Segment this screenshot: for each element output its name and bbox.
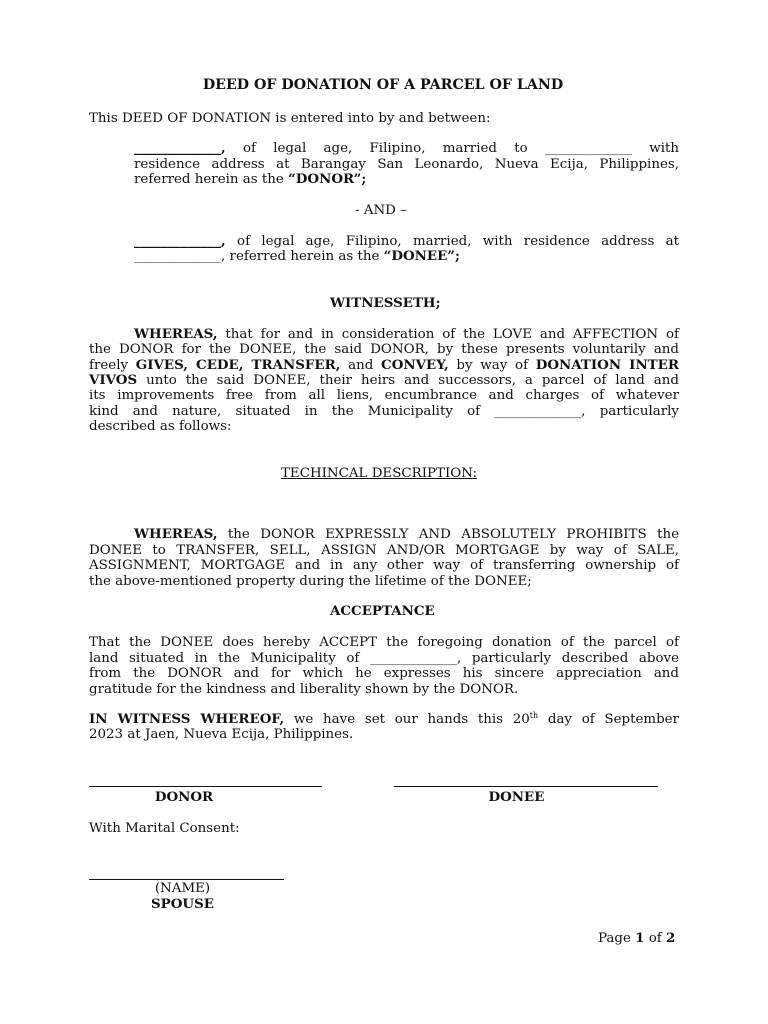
donor-spouse-blank: _____________ [544,141,632,156]
donor-line-1: _____________, of legal age, Filipino, married to _____________ with [134,140,679,156]
whereas2-line-3: ASSIGNMENT, MORTGAGE and in any other way of transferring ownership of [89,558,679,573]
donor-line-2: residence address at Barangay San Leonardo, Nueva Ecija, Philippines, [134,157,679,172]
witness-line-2: 2023 at Jaen, Nueva Ecija, Philippines. [89,727,354,742]
donee-signature-label: DONEE [488,789,545,805]
donor-line-3: referred herein as the “DONOR”; [134,171,367,187]
page-number: Page 1 of 2 [598,930,676,946]
donee-name-blank: _____________, [134,233,226,249]
donor-signature-line [89,786,322,787]
donor-name-blank: _____________, [134,140,226,156]
whereas2-line-1: WHEREAS, the DONOR EXPRESSLY AND ABSOLUTELY PROHIBITS the [134,526,679,542]
spouse-name-label: (NAME) [154,881,211,896]
acceptance-municipality-blank: _____________ [369,651,457,666]
acceptance-line-3: from the DONOR and for which he expresses his sincere appreciation and [89,666,679,681]
spouse-signature-line [89,879,284,880]
whereas1-line-1: WHEREAS, that for and in consideration of the LOVE and AFFECTION of [134,326,679,342]
acceptance-line-2: land situated in the Municipality of _____________, particularly described above [89,651,680,666]
whereas1-line-6: kind and nature, situated in the Municipality of _____________, particularly [89,404,679,419]
acceptance-line-1: That the DONEE does hereby ACCEPT the foregoing donation of the parcel of [89,635,679,650]
donee-designation: “DONEE”; [383,248,460,264]
acceptance-heading: ACCEPTANCE [330,603,435,619]
whereas2-line-4: the above-mentioned property during the lifetime of the DONEE; [89,574,532,589]
witness-line-1: IN WITNESS WHEREOF, we have set our hands this 20th day of September [89,711,680,727]
witnesseth-heading: WITNESSETH; [330,295,441,311]
donee-address-blank: _____________ [134,249,222,264]
donee-line-2: _____________, referred herein as the “DONEE”; [134,248,460,264]
municipality-blank: _____________ [494,404,582,419]
document-title: DEED OF DONATION OF A PARCEL OF LAND [202,77,564,93]
whereas1-line-5: its improvements free from all liens, encumbrance and charges of whatever [89,388,679,403]
marital-consent-label: With Marital Consent: [89,821,240,836]
acceptance-line-4: gratitude for the kindness and liberality shown by the DONOR. [89,682,519,697]
donor-signature-label: DONOR [154,789,214,805]
whereas1-line-7: described as follows: [89,419,232,434]
whereas1-line-3: freely GIVES, CEDE, TRANSFER, and CONVEY, by way of DONATION INTER [89,357,679,373]
donor-designation: “DONOR”; [288,171,367,187]
spouse-signature-label: SPOUSE [151,896,214,912]
technical-description-heading: TECHINCAL DESCRIPTION: [281,466,477,481]
donee-signature-line [394,786,658,787]
whereas1-line-2: the DONOR for the DONEE, the said DONOR, by these presents voluntarily and [89,342,679,357]
intro-text: This DEED OF DONATION is entered into by and between: [89,111,491,126]
whereas1-line-4: VIVOS unto the said DONEE, their heirs and successors, a parcel of land and [89,372,679,388]
and-separator: - AND – [355,203,407,218]
donee-line-1: _____________, of legal age, Filipino, married, with residence address at [134,233,679,249]
whereas2-line-2: DONEE to TRANSFER, SELL, ASSIGN AND/OR MORTGAGE by way of SALE, [89,543,679,558]
